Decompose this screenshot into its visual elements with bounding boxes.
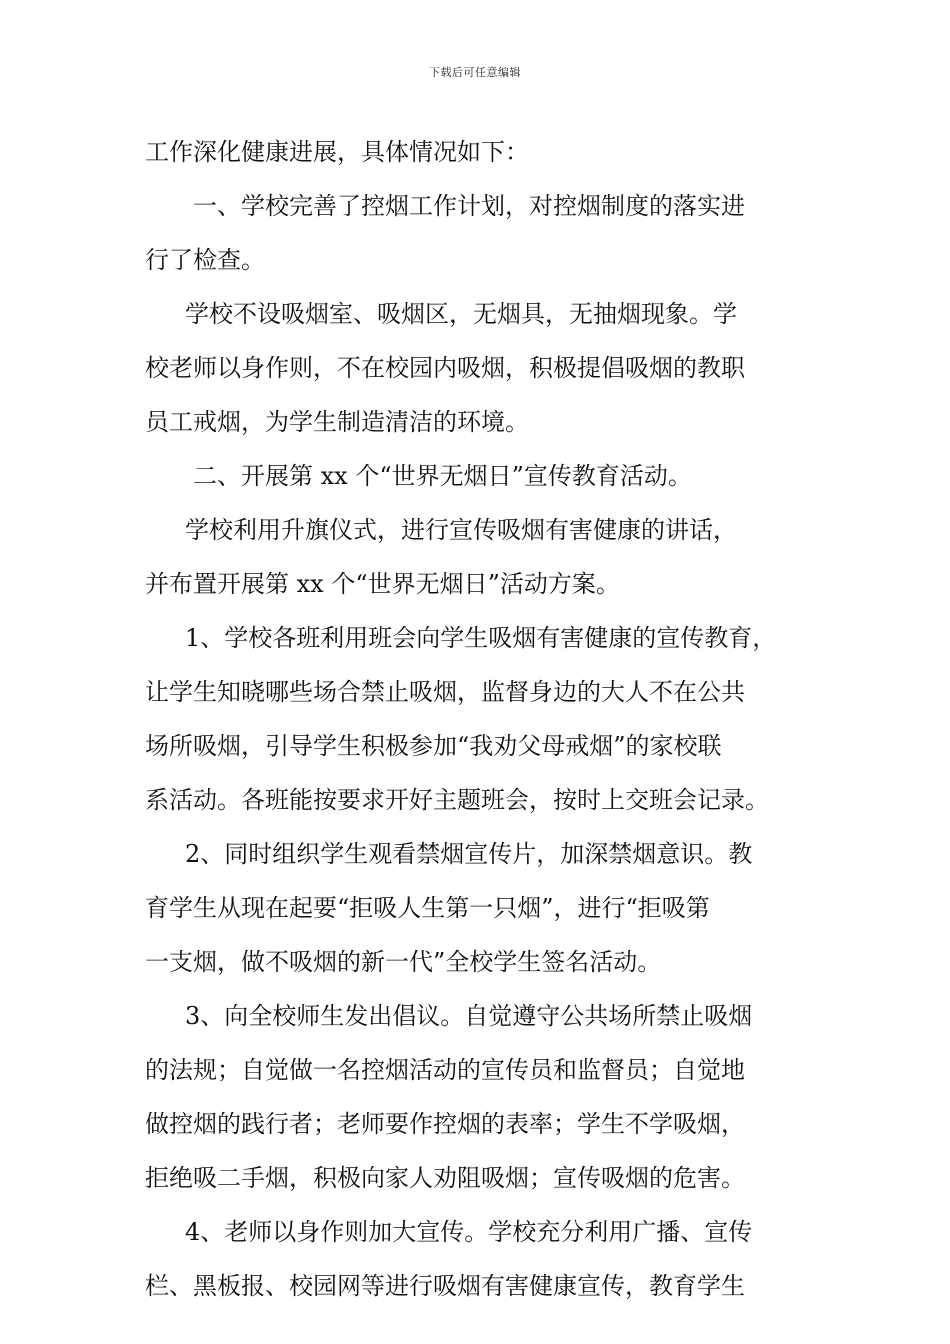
document-body: [145, 125, 810, 1313]
text-line: 系活动。各班能按要求开好主题班会，按时上交班会记录。: [145, 786, 769, 814]
text-line: 3、向全校师生发出倡议。自觉遵守公共场所禁止吸烟: [185, 1002, 753, 1030]
text-line: 的法规；自觉做一名控烟活动的宣传员和监督员；自觉地: [145, 1056, 745, 1084]
text-line: 做控烟的践行者；老师要作控烟的表率；学生不学吸烟，: [145, 1110, 745, 1138]
text-line: 行了检查。: [145, 246, 265, 274]
text-line: 并布置开展第 xx 个“世界无烟日”活动方案。: [145, 570, 620, 598]
paragraph-intro: [145, 125, 810, 179]
text-line: 学校不设吸烟室、吸烟区，无烟具，无抽烟现象。学: [185, 300, 737, 328]
paragraph-item-3: [145, 989, 810, 1205]
text-line: 育学生从现在起要“拒吸人生第一只烟”，进行“拒吸第: [145, 894, 710, 922]
text-line: 2、同时组织学生观看禁烟宣传片，加深禁烟意识。教: [185, 840, 753, 868]
text-line: 校老师以身作则，不在校园内吸烟，积极提倡吸烟的教职: [145, 354, 745, 382]
text-line: 1、学校各班利用班会向学生吸烟有害健康的宣传教育，: [185, 624, 777, 652]
text-line: 一支烟，做不吸烟的新一代”全校学生签名活动。: [145, 948, 662, 976]
paragraph-item-1: [145, 611, 810, 827]
paragraph-item-4: [145, 1205, 810, 1313]
text-line: 一、学校完善了控烟工作计划，对控烟制度的落实进: [193, 192, 745, 220]
text-line: 拒绝吸二手烟，积极向家人劝阻吸烟；宣传吸烟的危害。: [145, 1164, 745, 1192]
text-line: 学校利用升旗仪式，进行宣传吸烟有害健康的讲话，: [185, 516, 737, 544]
paragraph-flag-ceremony: [145, 503, 810, 611]
paragraph-section-1: [145, 179, 810, 287]
paragraph-item-2: [145, 827, 810, 989]
page-header: 下载后可任意编辑: [429, 66, 521, 79]
text-line: 员工戒烟，为学生制造清洁的环境。: [145, 408, 529, 436]
text-line: 栏、黑板报、校园网等进行吸烟有害健康宣传，教育学生: [145, 1272, 745, 1300]
paragraph-section-2: [145, 449, 810, 503]
text-line: 让学生知晓哪些场合禁止吸烟，监督身边的大人不在公共: [145, 678, 745, 706]
paragraph-no-smoking-area: [145, 287, 810, 449]
text-line: 二、开展第 xx 个“世界无烟日”宣传教育活动。: [193, 462, 692, 490]
text-line: 场所吸烟，引导学生积极参加“我劝父母戒烟”的家校联: [145, 732, 722, 760]
text-line: 工作深化健康进展，具体情况如下：: [145, 138, 529, 166]
text-line: 4、老师以身作则加大宣传。学校充分利用广播、宣传: [185, 1218, 753, 1246]
